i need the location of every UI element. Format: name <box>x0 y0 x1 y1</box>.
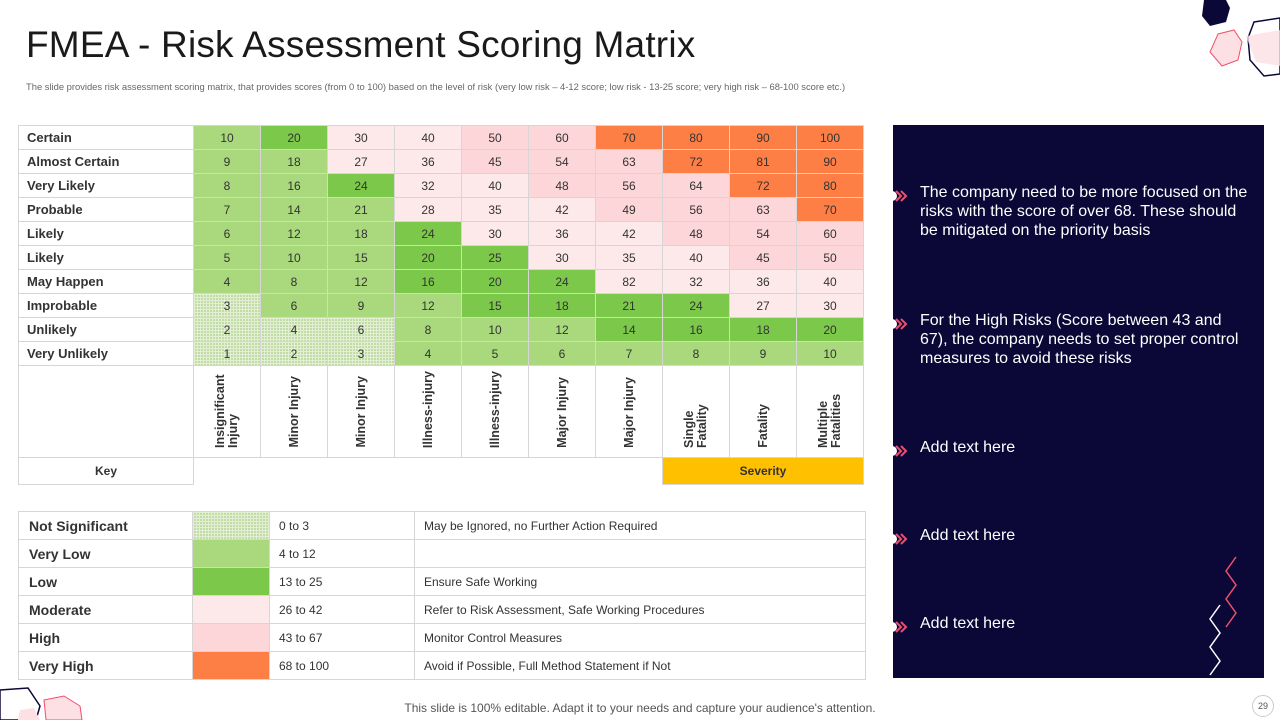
panel-bullet-text: Add text here <box>920 527 1016 544</box>
score-cell: 3 <box>194 294 261 318</box>
chevron-bullet-icon <box>886 189 908 203</box>
score-cell: 40 <box>462 174 529 198</box>
legend-action <box>415 540 866 568</box>
score-cell: 20 <box>462 270 529 294</box>
legend-color-swatch <box>193 568 270 596</box>
severity-label-text: Illness-injury <box>420 370 435 448</box>
likelihood-label: Very Unlikely <box>19 342 194 366</box>
severity-column-header <box>194 366 261 458</box>
score-cell: 48 <box>663 222 730 246</box>
score-cell: 24 <box>529 270 596 294</box>
matrix-row <box>19 174 864 198</box>
legend-level-name: Very High <box>19 652 193 680</box>
likelihood-label: Probable <box>19 198 194 222</box>
severity-column-header <box>529 366 596 458</box>
score-cell: 5 <box>194 246 261 270</box>
score-cell: 40 <box>663 246 730 270</box>
score-cell: 72 <box>730 174 797 198</box>
legend-action: Monitor Control Measures <box>415 624 866 652</box>
score-cell: 15 <box>462 294 529 318</box>
severity-label-text: Insignificant Injury <box>213 374 240 448</box>
legend-row <box>19 596 866 624</box>
score-cell: 50 <box>462 126 529 150</box>
score-cell: 4 <box>194 270 261 294</box>
score-cell: 4 <box>395 342 462 366</box>
score-cell: 10 <box>261 246 328 270</box>
severity-label-text: Major Injury <box>621 377 636 448</box>
score-cell: 10 <box>462 318 529 342</box>
score-cell: 48 <box>529 174 596 198</box>
matrix-row <box>19 342 864 366</box>
score-cell: 35 <box>596 246 663 270</box>
key-row <box>19 458 864 485</box>
score-cell: 30 <box>529 246 596 270</box>
severity-column-header <box>596 366 663 458</box>
score-cell: 24 <box>328 174 395 198</box>
score-cell: 8 <box>194 174 261 198</box>
score-cell: 9 <box>194 150 261 174</box>
chevron-bullet-icon <box>886 532 908 546</box>
score-cell: 16 <box>663 318 730 342</box>
score-cell: 70 <box>797 198 864 222</box>
chevron-bullet-icon <box>886 620 908 634</box>
score-cell: 25 <box>462 246 529 270</box>
chevron-bullet-icon <box>886 317 908 331</box>
risk-legend-table <box>18 511 866 680</box>
score-cell: 36 <box>529 222 596 246</box>
score-cell: 56 <box>596 174 663 198</box>
legend-color-swatch <box>193 652 270 680</box>
score-cell: 9 <box>730 342 797 366</box>
score-cell: 18 <box>529 294 596 318</box>
legend-color-swatch <box>193 540 270 568</box>
score-cell: 27 <box>328 150 395 174</box>
score-cell: 36 <box>730 270 797 294</box>
severity-label-text: Multiple Fatalities <box>816 393 843 448</box>
likelihood-label: Very Likely <box>19 174 194 198</box>
score-cell: 30 <box>328 126 395 150</box>
panel-bullet-text: The company need to be more focused on the risks with the score of over 68. These should be mitigated on the priority basis <box>920 184 1248 239</box>
score-cell: 14 <box>261 198 328 222</box>
score-cell: 45 <box>730 246 797 270</box>
legend-score-range: 0 to 3 <box>270 512 415 540</box>
score-cell: 6 <box>194 222 261 246</box>
legend-score-range: 4 to 12 <box>270 540 415 568</box>
legend-level-name: Moderate <box>19 596 193 624</box>
score-cell: 56 <box>663 198 730 222</box>
score-cell: 80 <box>797 174 864 198</box>
legend-color-swatch <box>193 624 270 652</box>
score-cell: 36 <box>395 150 462 174</box>
score-cell: 82 <box>596 270 663 294</box>
matrix-row <box>19 270 864 294</box>
zigzag-decoration <box>1200 555 1248 680</box>
chevron-bullet-icon <box>886 444 908 458</box>
severity-label-text: Major Injury <box>554 377 569 448</box>
score-cell: 30 <box>462 222 529 246</box>
score-cell: 49 <box>596 198 663 222</box>
severity-label-text: Minor Injury <box>353 376 368 448</box>
likelihood-label: Unlikely <box>19 318 194 342</box>
score-cell: 40 <box>395 126 462 150</box>
score-cell: 28 <box>395 198 462 222</box>
score-cell: 27 <box>730 294 797 318</box>
likelihood-label: Certain <box>19 126 194 150</box>
corner-decoration-top-right <box>1196 0 1280 80</box>
score-cell: 12 <box>328 270 395 294</box>
matrix-row <box>19 222 864 246</box>
legend-row <box>19 624 866 652</box>
score-cell: 90 <box>797 150 864 174</box>
score-cell: 35 <box>462 198 529 222</box>
score-cell: 81 <box>730 150 797 174</box>
severity-column-header <box>797 366 864 458</box>
score-cell: 8 <box>663 342 730 366</box>
legend-color-swatch <box>193 596 270 624</box>
severity-label-text: Fatality <box>755 404 770 448</box>
score-cell: 2 <box>261 342 328 366</box>
score-cell: 70 <box>596 126 663 150</box>
legend-row <box>19 652 866 680</box>
legend-score-range: 13 to 25 <box>270 568 415 596</box>
legend-row <box>19 512 866 540</box>
score-cell: 4 <box>261 318 328 342</box>
likelihood-label: Almost Certain <box>19 150 194 174</box>
footer-note: This slide is 100% editable. Adapt it to your needs and capture your audience's attention. <box>404 701 876 715</box>
likelihood-label: Likely <box>19 246 194 270</box>
likelihood-label: May Happen <box>19 270 194 294</box>
legend-score-range: 43 to 67 <box>270 624 415 652</box>
score-cell: 9 <box>328 294 395 318</box>
score-cell: 63 <box>730 198 797 222</box>
legend-row <box>19 540 866 568</box>
severity-column-header <box>261 366 328 458</box>
legend-level-name: Not Significant <box>19 512 193 540</box>
severity-column-header <box>730 366 797 458</box>
severity-header-row <box>19 366 864 458</box>
matrix-row <box>19 246 864 270</box>
score-cell: 5 <box>462 342 529 366</box>
score-cell: 64 <box>663 174 730 198</box>
page-number: 29 <box>1252 695 1274 717</box>
key-row-gap <box>194 458 663 485</box>
score-cell: 10 <box>194 126 261 150</box>
legend-score-range: 26 to 42 <box>270 596 415 624</box>
score-cell: 8 <box>395 318 462 342</box>
legend-color-swatch <box>193 512 270 540</box>
panel-bullet-text: Add text here <box>920 615 1016 632</box>
legend-action: Avoid if Possible, Full Method Statement if Not <box>415 652 866 680</box>
score-cell: 20 <box>797 318 864 342</box>
score-cell: 20 <box>261 126 328 150</box>
panel-bullet-text: Add text here <box>920 439 1016 456</box>
score-cell: 2 <box>194 318 261 342</box>
matrix-row <box>19 318 864 342</box>
matrix-row <box>19 126 864 150</box>
page-subtitle: The slide provides risk assessment scoring matrix, that provides scores (from 0 to 100) based on the level of risk (very low risk – 4-12 score; low risk - 13-25 score; very high risk – 68-100 score etc.) <box>26 81 846 92</box>
score-cell: 21 <box>328 198 395 222</box>
severity-label-text: Illness-injury <box>487 370 502 448</box>
likelihood-label: Likely <box>19 222 194 246</box>
panel-bullet-text: For the High Risks (Score between 43 and 67), the company needs to set proper control measures to avoid these risks <box>920 312 1239 367</box>
legend-row <box>19 568 866 596</box>
severity-label-text: Minor Injury <box>286 376 301 448</box>
severity-column-header <box>663 366 730 458</box>
score-cell: 42 <box>596 222 663 246</box>
score-cell: 54 <box>730 222 797 246</box>
score-cell: 60 <box>529 126 596 150</box>
severity-column-header <box>395 366 462 458</box>
score-cell: 32 <box>395 174 462 198</box>
score-cell: 6 <box>261 294 328 318</box>
risk-scoring-matrix <box>18 125 864 485</box>
score-cell: 7 <box>194 198 261 222</box>
score-cell: 1 <box>194 342 261 366</box>
score-cell: 8 <box>261 270 328 294</box>
likelihood-label: Improbable <box>19 294 194 318</box>
key-label: Key <box>19 458 194 485</box>
matrix-row <box>19 198 864 222</box>
score-cell: 72 <box>663 150 730 174</box>
legend-action: May be Ignored, no Further Action Required <box>415 512 866 540</box>
score-cell: 3 <box>328 342 395 366</box>
score-cell: 21 <box>596 294 663 318</box>
score-cell: 24 <box>395 222 462 246</box>
score-cell: 10 <box>797 342 864 366</box>
score-cell: 20 <box>395 246 462 270</box>
legend-level-name: Low <box>19 568 193 596</box>
legend-level-name: High <box>19 624 193 652</box>
legend-action: Refer to Risk Assessment, Safe Working Procedures <box>415 596 866 624</box>
score-cell: 40 <box>797 270 864 294</box>
score-cell: 15 <box>328 246 395 270</box>
score-cell: 12 <box>395 294 462 318</box>
score-cell: 18 <box>730 318 797 342</box>
score-cell: 100 <box>797 126 864 150</box>
severity-row-blank <box>19 366 194 458</box>
score-cell: 80 <box>663 126 730 150</box>
severity-label-text: Single Fatality <box>682 404 709 448</box>
matrix-row <box>19 150 864 174</box>
score-cell: 50 <box>797 246 864 270</box>
matrix-row <box>19 294 864 318</box>
severity-column-header <box>328 366 395 458</box>
score-cell: 45 <box>462 150 529 174</box>
score-cell: 18 <box>261 150 328 174</box>
score-cell: 12 <box>529 318 596 342</box>
score-cell: 24 <box>663 294 730 318</box>
score-cell: 6 <box>328 318 395 342</box>
page-title: FMEA - Risk Assessment Scoring Matrix <box>26 24 696 65</box>
severity-axis-label: Severity <box>663 458 864 485</box>
score-cell: 14 <box>596 318 663 342</box>
score-cell: 90 <box>730 126 797 150</box>
legend-action: Ensure Safe Working <box>415 568 866 596</box>
score-cell: 6 <box>529 342 596 366</box>
score-cell: 12 <box>261 222 328 246</box>
legend-score-range: 68 to 100 <box>270 652 415 680</box>
score-cell: 30 <box>797 294 864 318</box>
score-cell: 16 <box>395 270 462 294</box>
score-cell: 63 <box>596 150 663 174</box>
severity-column-header <box>462 366 529 458</box>
score-cell: 16 <box>261 174 328 198</box>
score-cell: 32 <box>663 270 730 294</box>
score-cell: 42 <box>529 198 596 222</box>
score-cell: 18 <box>328 222 395 246</box>
score-cell: 60 <box>797 222 864 246</box>
legend-level-name: Very Low <box>19 540 193 568</box>
score-cell: 7 <box>596 342 663 366</box>
score-cell: 54 <box>529 150 596 174</box>
